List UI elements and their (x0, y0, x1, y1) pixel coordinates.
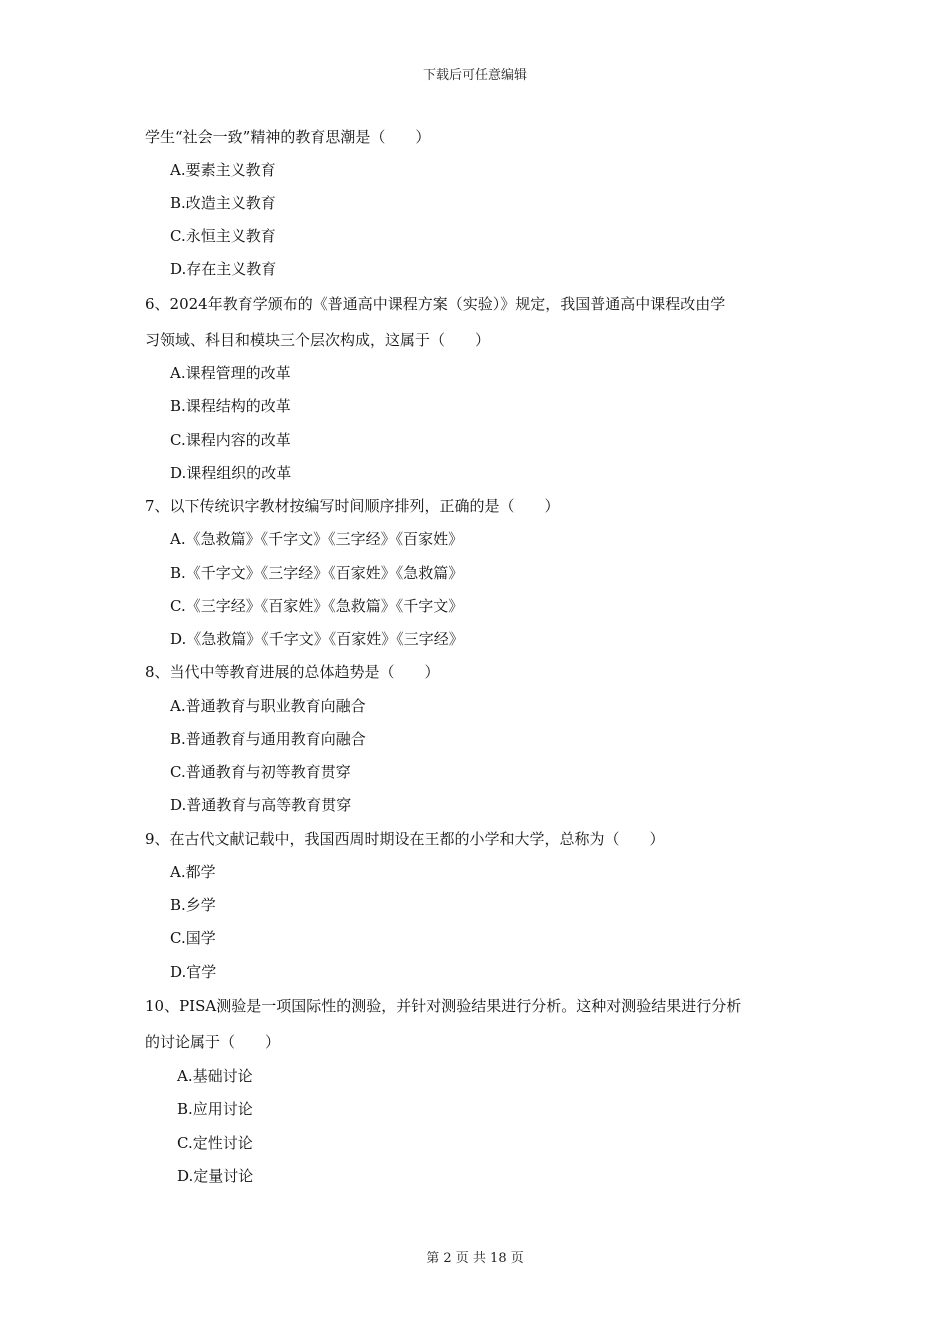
option-b: B.普通教育与通用教育向融合 (170, 730, 366, 748)
question-stem: 6、2024年教育学颁布的《普通高中课程方案（实验）》规定，我国普通高中课程改由学 (145, 295, 726, 313)
option-b: B.课程结构的改革 (170, 397, 291, 415)
question-stem: 学生“社会一致”精神的教育思潮是（ ） (145, 128, 431, 146)
option-c: C.定性讨论 (177, 1134, 253, 1152)
option-a: A.要素主义教育 (170, 161, 276, 179)
question-stem: 7、以下传统识字教材按编写时间顺序排列，正确的是（ ） (145, 497, 560, 515)
page-header: 下载后可任意编辑 (422, 68, 527, 83)
option-a: A.基础讨论 (177, 1067, 253, 1085)
option-b: B.应用讨论 (177, 1100, 253, 1118)
question-stem: 8、当代中等教育进展的总体趋势是（ ） (145, 663, 440, 681)
option-a: A.都学 (170, 863, 216, 881)
option-c: C.《三字经》《百家姓》《急救篇》《千字文》 (170, 597, 464, 615)
option-d: D.官学 (170, 963, 217, 981)
question-stem-continued: 习领域、科目和模块三个层次构成，这属于（ ） (145, 331, 491, 349)
option-c: C.永恒主义教育 (170, 227, 276, 245)
option-b: B.改造主义教育 (170, 194, 276, 212)
option-a: A.普通教育与职业教育向融合 (170, 697, 366, 715)
option-a: A.课程管理的改革 (170, 364, 291, 382)
option-d: D.存在主义教育 (170, 260, 277, 278)
option-c: C.普通教育与初等教育贯穿 (170, 763, 351, 781)
option-b: B.《千字文》《三字经》《百家姓》《急救篇》 (170, 564, 464, 582)
question-stem: 10、PISA测验是一项国际性的测验，并针对测验结果进行分析。这种对测验结果进行分析 (145, 997, 742, 1015)
option-d: D.定量讨论 (177, 1167, 254, 1185)
option-c: C.课程内容的改革 (170, 431, 291, 449)
option-d: D.课程组织的改革 (170, 464, 292, 482)
option-b: B.乡学 (170, 896, 216, 914)
option-a: A.《急救篇》《千字文》《三字经》《百家姓》 (170, 530, 464, 548)
question-stem: 9、在古代文献记载中，我国西周时期设在王都的小学和大学，总称为（ ） (145, 830, 665, 848)
option-c: C.国学 (170, 929, 216, 947)
question-stem-continued: 的讨论属于（ ） (145, 1033, 281, 1051)
option-d: D.普通教育与高等教育贯穿 (170, 796, 352, 814)
page-footer: 第 2 页 共 18 页 (426, 1251, 524, 1266)
option-d: D.《急救篇》《千字文》《百家姓》《三字经》 (170, 630, 464, 648)
